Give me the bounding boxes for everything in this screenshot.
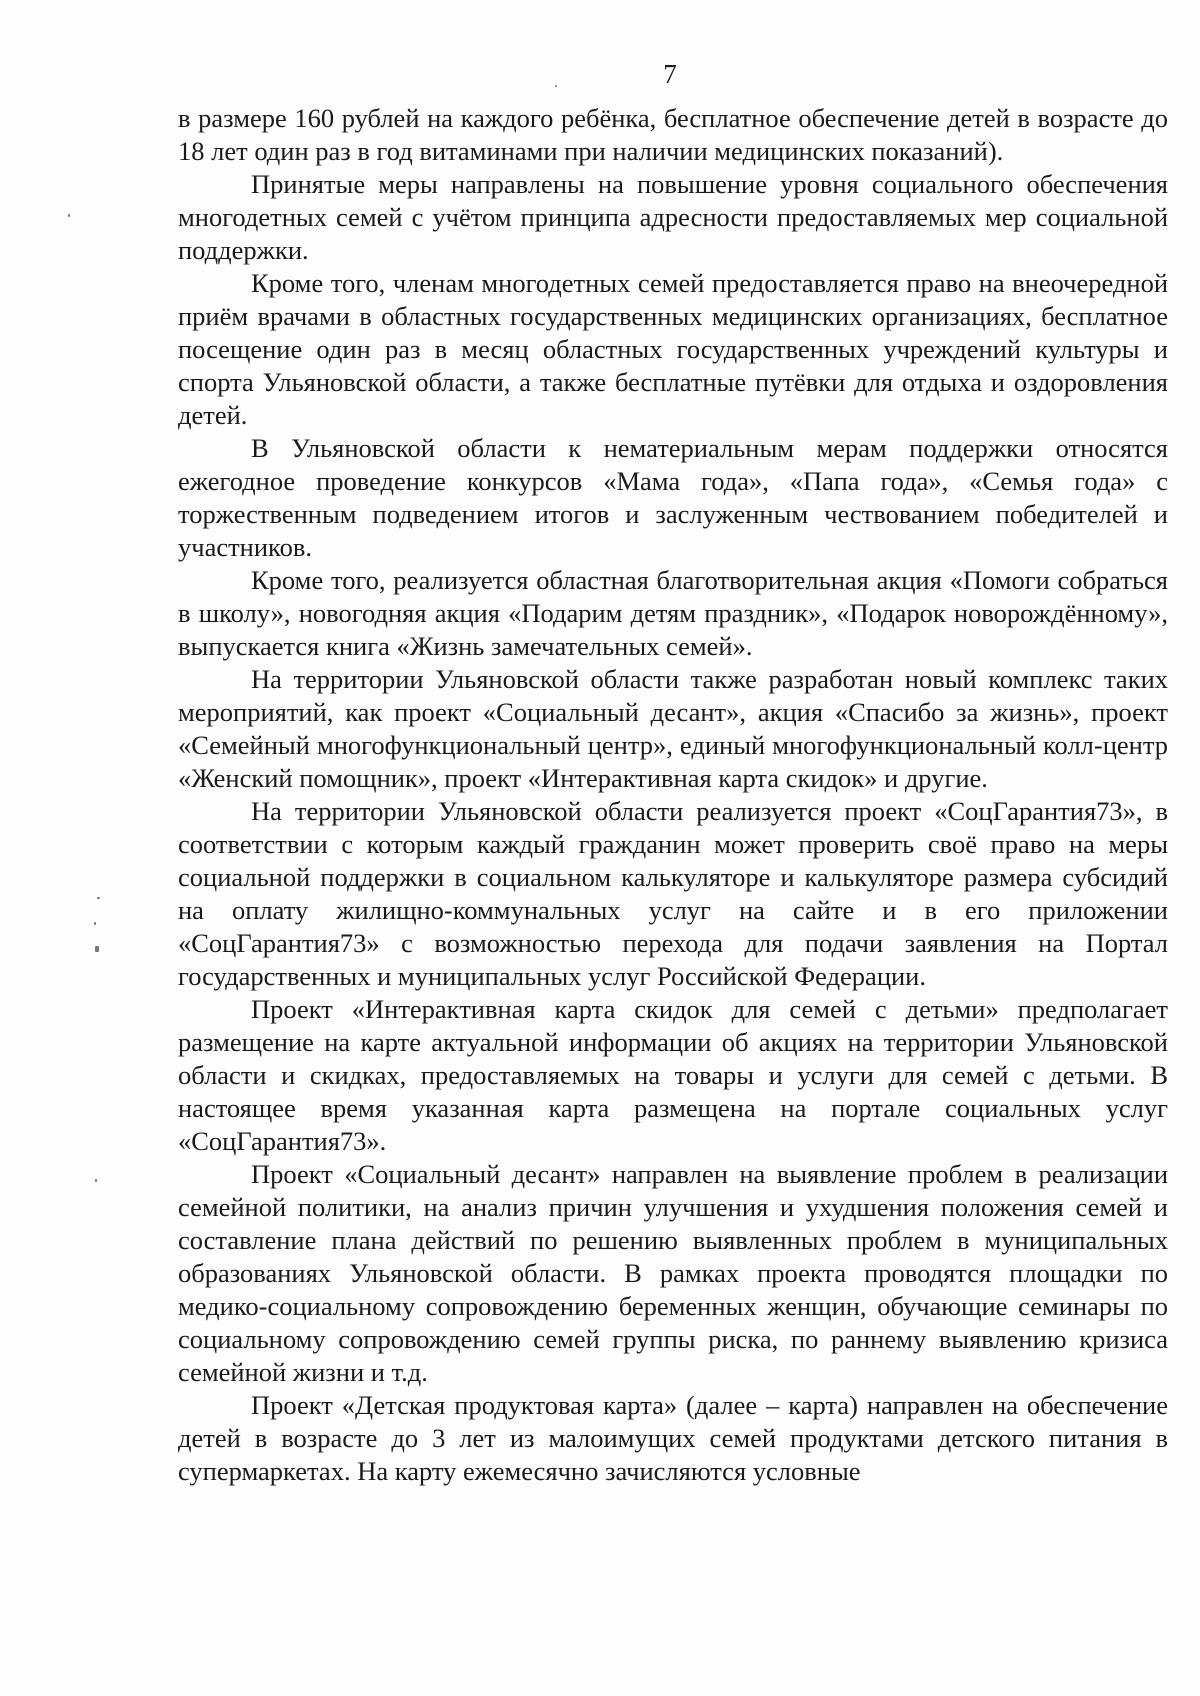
paragraph: Кроме того, членам многодетных семей предоставляется право на внеочередной приём врачами в областных государственных медицинских организациях, бесплатное посещение один раз в месяц областных государственных учреждений культуры и спорта Ульяновской области, а также бесплатные путёвки для отдыха и оздоровления детей. xyxy=(178,268,1168,430)
scan-speck xyxy=(95,946,99,952)
paragraph: В Ульяновской области к нематериальным мерам поддержки относятся ежегодное проведение конкурсов «Мама года», «Папа года», «Семья года» с торжественным подведением итогов и заслуженным чествованием победителей и участников. xyxy=(178,433,1168,562)
paragraph: Проект «Детская продуктовая карта» (далее – карта) направлен на обеспечение детей в возрасте до 3 лет из малоимущих семей продуктами детского питания в супермаркетах. На карту ежемесячно зачисляются условные xyxy=(178,1390,1168,1486)
paragraph: Принятые меры направлены на повышение уровня социального обеспечения многодетных семей с учётом принципа адресности предоставляемых мер социальной поддержки. xyxy=(178,169,1168,265)
paragraph: Кроме того, реализуется областная благотворительная акция «Помоги собраться в школу», новогодняя акция «Подарим детям праздник», «Подарок новорождённому», выпускается книга «Жизнь замечательных семей». xyxy=(178,565,1168,661)
scan-speck xyxy=(97,897,100,899)
scan-speck xyxy=(95,1179,97,1182)
paragraph: На территории Ульяновской области реализуется проект «СоцГарантия73», в соответствии с которым каждый гражданин может проверить своё право на меры социальной поддержки в социальном калькуляторе и калькуляторе размера субсидий на оплату жилищно-коммунальных услуг на сайте и в его приложении «СоцГарантия73» с возможностью перехода для подачи заявления на Портал государственных и муниципальных услуг Российской Федерации. xyxy=(178,796,1168,991)
scan-speck xyxy=(68,214,70,217)
scan-speck xyxy=(555,85,557,87)
paragraph: На территории Ульяновской области также разработан новый комплекс таких мероприятий, как проект «Социальный десант», акция «Спасибо за жизнь», проект «Семейный многофункциональный центр», единый многофункциональный колл-центр «Женский помощник», проект «Интерактивная карта скидок» и другие. xyxy=(178,664,1168,793)
page-number: 7 xyxy=(663,59,677,89)
scan-speck xyxy=(94,922,96,925)
paragraph: в размере 160 рублей на каждого ребёнка, бесплатное обеспечение детей в возрасте до 18 лет один раз в год витаминами при наличии медицинских показаний). xyxy=(178,103,1168,166)
paragraph: Проект «Интерактивная карта скидок для семей с детьми» предполагает размещение на карте актуальной информации об акциях на территории Ульяновской области и скидках, предоставляемых на товары и услуги для семей с детьми. В настоящее время указанная карта размещена на портале социальных услуг «СоцГарантия73». xyxy=(178,994,1168,1156)
document-body xyxy=(178,102,1168,1488)
paragraph: Проект «Социальный десант» направлен на выявление проблем в реализации семейной политики, на анализ причин улучшения и ухудшения положения семей и составление плана действий по решению выявленных проблем в муниципальных образованиях Ульяновской области. В рамках проекта проводятся площадки по медико-социальному сопровождению беременных женщин, обучающие семинары по социальному сопровождению семей группы риска, по раннему выявлению кризиса семейной жизни и т.д. xyxy=(178,1159,1168,1387)
